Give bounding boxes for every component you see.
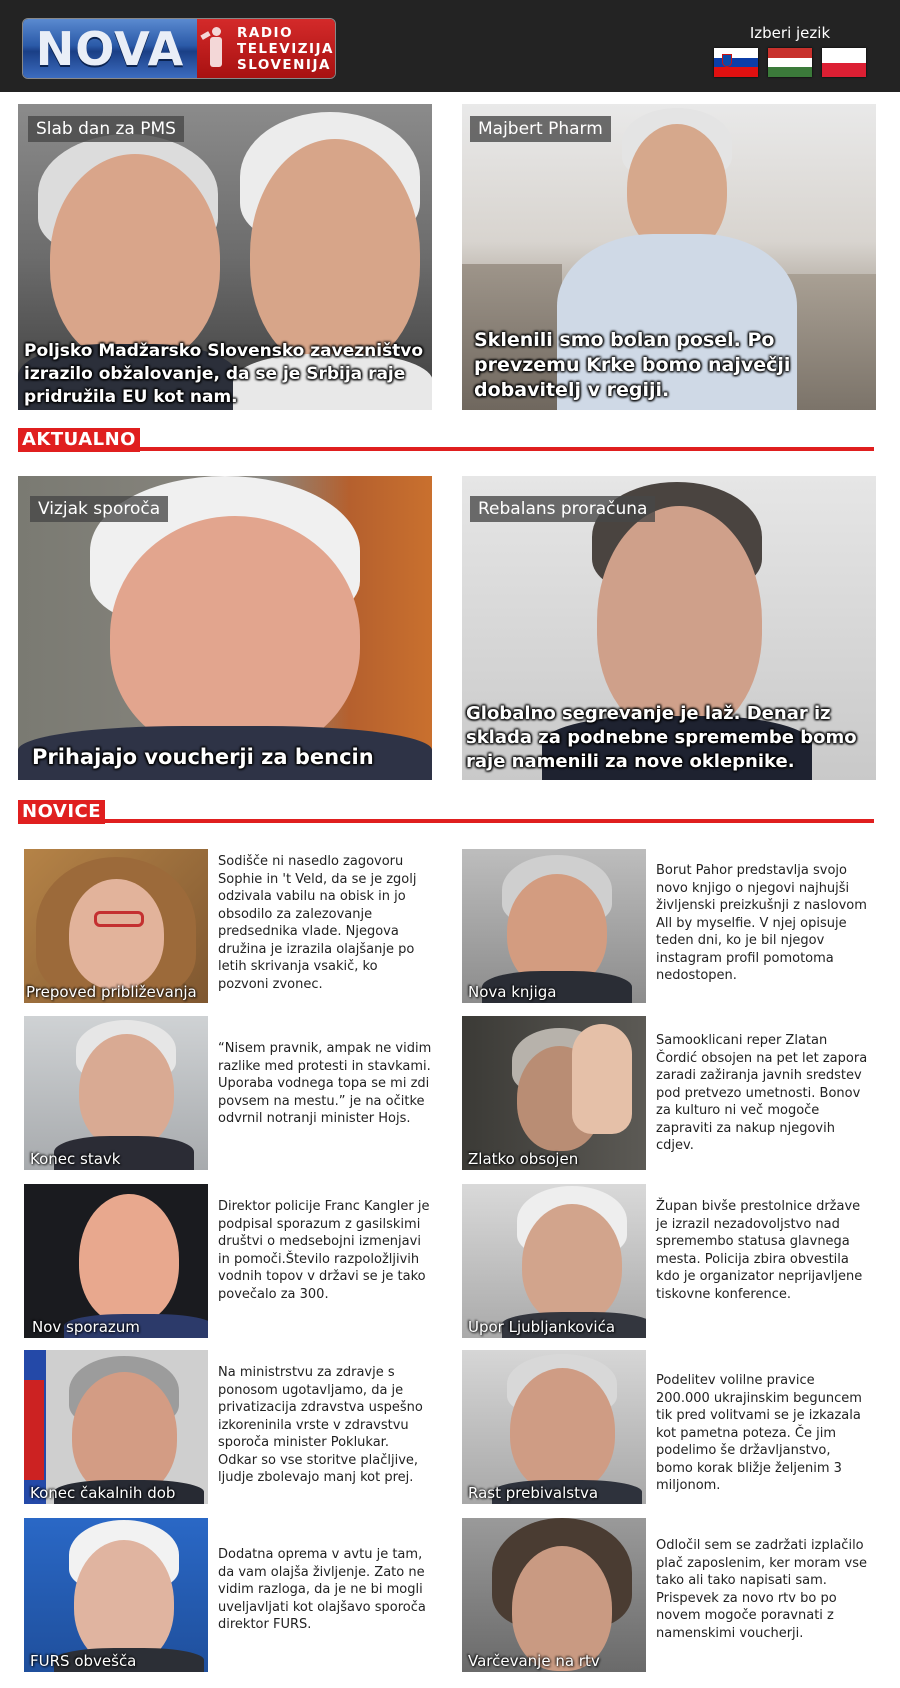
news-thumb[interactable] (462, 1016, 646, 1170)
news-text: Sodišče ni nasedlo zagovoru Sophie in 't Veld, da se je zgolj odzivala vabilu na obisk in jo obsodilo za zalezovanje predsednika vlade. Njegova družina je izrazila olajšanje po letih skrivanja vsakič, ko pozvoni zvonec. (218, 854, 417, 992)
news-label: Konec čakalnih dob (30, 1484, 176, 1502)
news-thumb[interactable] (24, 849, 208, 1003)
feature-card-majbert-pharm[interactable] (462, 104, 876, 410)
news-label: Nov sporazum (32, 1318, 140, 1336)
news-label: Rast prebivalstva (468, 1484, 599, 1502)
news-text: Podelitev volilne pravice 200.000 ukrajinskim beguncem tik pred volitvami se je izkazala kot pametna poteza. Če jim podelimo še državljanstvo, bomo korak bližje željenim 3 miljonom. (656, 1373, 862, 1493)
language-label: Izberi jezik (749, 24, 831, 42)
language-flags (680, 48, 900, 77)
news-label: Zlatko obsojen (468, 1150, 579, 1168)
news-text: Direktor policije Franc Kangler je podpisal sporazum z gasilskimi društvi o medsebojni izmenjavi in pomoči.Število razpoložljivih vodnih topov v državi se je tako povečalo za 300. (218, 1199, 430, 1302)
news-label: Nova knjiga (468, 983, 557, 1001)
site-logo[interactable] (22, 18, 336, 79)
news-thumb[interactable] (462, 1184, 646, 1338)
hand-icon (572, 1024, 632, 1134)
news-thumb[interactable] (24, 1350, 208, 1504)
news-text: Na ministrstvu za zdravje s ponosom ugotavljamo, da je privatizacija zdravstva uspešno izkoreninila vrste v zdravstvu sporoča minister Poklukar. Odkar so vse storitve plačljive, ljudje zbolevajo manj kot prej. (218, 1365, 423, 1485)
news-thumb[interactable] (462, 1350, 646, 1504)
hungary-flag-icon[interactable] (768, 48, 812, 77)
news-text: Odločil sem se zadržati izplačilo plač zaposlenim, ker moram vse tako ali tako napisati sam. Prispevek za novo rtv bo po novem mogoče poravnati z namenskimi voucherji. (656, 1538, 867, 1641)
news-thumb[interactable] (462, 849, 646, 1003)
poland-flag-icon[interactable] (822, 48, 866, 77)
news-thumb[interactable] (24, 1518, 208, 1672)
feature-caption: Poljsko Madžarsko Slovensko zavezništvo izrazilo obžalovanje, da se je Srbija raje pridružila EU kot nam. (24, 341, 424, 407)
news-label: Varčevanje na rtv (468, 1652, 600, 1670)
news-label: Prepoved približevanja (26, 983, 197, 1001)
feature-tag: Slab dan za PMS (28, 116, 184, 142)
aktualno-caption: Prihajajo voucherji za bencin (32, 745, 374, 769)
section-title: AKTUALNO (18, 428, 140, 452)
aktualno-card-rebalans[interactable] (462, 476, 876, 780)
singer-figure-icon (201, 23, 231, 75)
aktualno-tag: Rebalans proračuna (470, 496, 655, 522)
feature-card-pms[interactable] (18, 104, 432, 410)
news-text: “Nisem pravnik, ampak ne vidim razlike med protesti in stavkami. Uporaba vodnega topa se mi zdi povsem na mestu.” je na očitke odvrnil notranji minister Hojs. (218, 1041, 432, 1126)
section-title: NOVICE (18, 800, 105, 824)
news-label: Konec stavk (30, 1150, 121, 1168)
feature-caption: Sklenili smo bolan posel. Po prevzemu Krke bomo največji dobavitelj v regiji. (474, 329, 791, 401)
slovenia-flag-icon[interactable] (714, 48, 758, 77)
glasses-icon (94, 911, 144, 927)
logo-line-radio: RADIO (237, 24, 294, 41)
section-rule (18, 819, 874, 823)
logo-line-slovenija: SLOVENIJA (237, 56, 331, 73)
news-text: Samooklicani reper Zlatan Čordić obsojen na pet let zapora zaradi zažiranja javnih sredstev pod pretvezo umetnosti. Bonov za kulturo ni več mogoče zapraviti za nakup njegovih cdjev. (656, 1033, 868, 1153)
news-label: Upor Ljubljankovića (468, 1318, 616, 1336)
news-text: Dodatna oprema v avtu je tam, da vam olajša življenje. Zato ne vidim razloga, da je ne bi mogli uveljavljati kot olajšavo sporoča direktor FURS. (218, 1547, 426, 1632)
feature-tag: Majbert Pharm (470, 116, 611, 142)
news-thumb[interactable] (24, 1016, 208, 1170)
section-rule (18, 447, 874, 451)
news-label: FURS obvešča (30, 1652, 137, 1670)
logo-brand: NOVA (35, 21, 185, 76)
language-selector (680, 0, 900, 92)
aktualno-tag: Vizjak sporoča (30, 496, 168, 522)
logo-line-televizija: TELEVIZIJA (237, 40, 335, 57)
news-thumb[interactable] (462, 1518, 646, 1672)
aktualno-card-vizjak[interactable] (18, 476, 432, 780)
logo-rtv-block (197, 19, 335, 78)
news-text: Župan bivše prestolnice države je izrazil nezadovoljstvo nad spremembo statusa glavnega mesta. Policija zbira obvestila kdo je organizator neprijavljene tiskovne konference. (656, 1199, 863, 1302)
section-novice (18, 800, 874, 824)
news-thumb[interactable] (24, 1184, 208, 1338)
aktualno-caption: Globalno segrevanje je laž. Denar iz sklada za podnebne spremembe bomo raje namenili za nove oklepnike. (466, 703, 857, 772)
site-header (0, 0, 900, 92)
logo-nova-block (23, 19, 197, 78)
news-text: Borut Pahor predstavlja svojo novo knjigo o njegovi najhujši življenski preizkušnji z naslovom All by myselfie. V njej opisuje teden dni, ko je bil njegov instagram profil pomotoma nedostopen. (656, 863, 867, 983)
section-aktualno (18, 428, 874, 452)
logo-text (231, 25, 334, 73)
